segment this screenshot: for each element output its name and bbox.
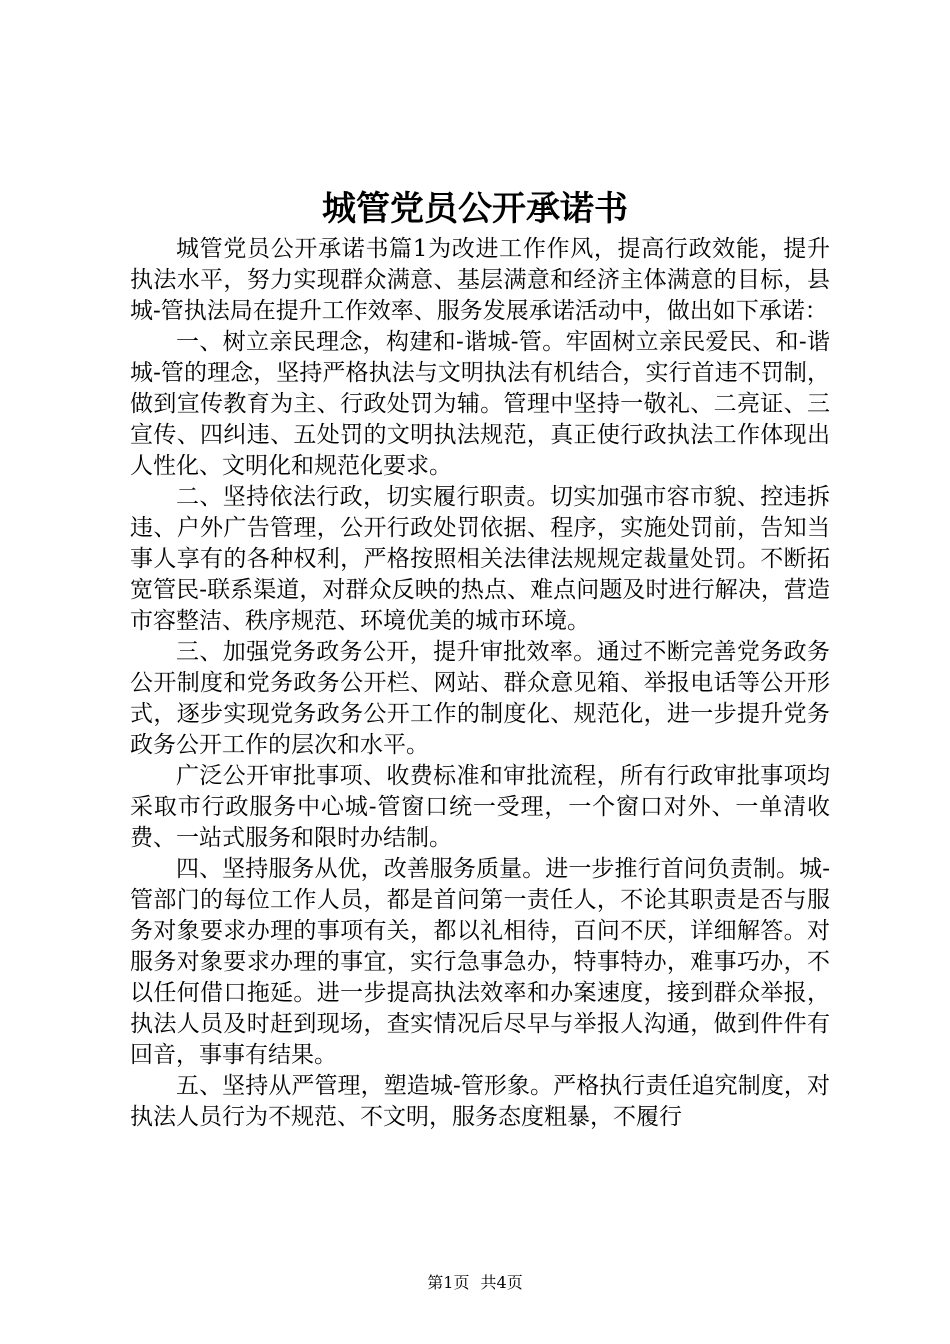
document-body — [130, 234, 830, 1133]
paragraph-3-cont: 广泛公开审批事项、收费标准和审批流程，所有行政审批事项均采取市行政服务中心城-管窗口统一受理，一个窗口对外、一单清收费、一站式服务和限时办结制。 — [130, 763, 830, 851]
page-footer — [0, 1272, 950, 1294]
document-title: 城管党员公开承诺书 — [322, 189, 628, 229]
page-number: 第1页 — [427, 1273, 470, 1292]
paragraph-1: 一、树立亲民理念，构建和-谐城-管。牢固树立亲民爱民、和-谐城-管的理念，坚持严格执法与文明执法有机结合，实行首违不罚制，做到宣传教育为主、行政处罚为辅。管理中坚持一敬礼、二亮证、三宣传、四纠违、五处罚的文明执法规范，真正使行政执法工作体现出人性化、文明化和规范化要求。 — [130, 329, 830, 479]
paragraph-2: 二、坚持依法行政，切实履行职责。切实加强市容市貌、控违拆违、户外广告管理，公开行政处罚依据、程序，实施处罚前，告知当事人享有的各种权利，严格按照相关法律法规规定裁量处罚。不断拓宽管民-联系渠道，对群众反映的热点、难点问题及时进行解决，营造市容整洁、秩序规范、环境优美的城市环境。 — [130, 484, 830, 634]
paragraph-5: 五、坚持从严管理，塑造城-管形象。严格执行责任追究制度，对执法人员行为不规范、不文明，服务态度粗暴，不履行 — [130, 1073, 830, 1130]
paragraph-3: 三、加强党务政务公开，提升审批效率。通过不断完善党务政务公开制度和党务政务公开栏、网站、群众意见箱、举报电话等公开形式，逐步实现党务政务公开工作的制度化、规范化，进一步提升党务政务公开工作的层次和水平。 — [130, 639, 830, 758]
paragraph-intro: 城管党员公开承诺书篇1为改进工作作风，提高行政效能，提升执法水平，努力实现群众满意、基层满意和经济主体满意的目标，县城-管执法局在提升工作效率、服务发展承诺活动中，做出如下承诺： — [130, 236, 830, 324]
paragraph-4: 四、坚持服务从优，改善服务质量。进一步推行首问负责制。城-管部门的每位工作人员，都是首问第一责任人，不论其职责是否与服务对象要求办理的事项有关，都以礼相待，百问不厌，详细解答。对服务对象要求办理的事宜，实行急事急办，特事特办，难事巧办，不以任何借口拖延。进一步提高执法效率和办案速度，接到群众举报，执法人员及时赶到现场，查实情况后尽早与举报人沟通，做到件件有回音，事事有结果。 — [130, 856, 830, 1068]
page-total: 共4页 — [480, 1273, 523, 1292]
